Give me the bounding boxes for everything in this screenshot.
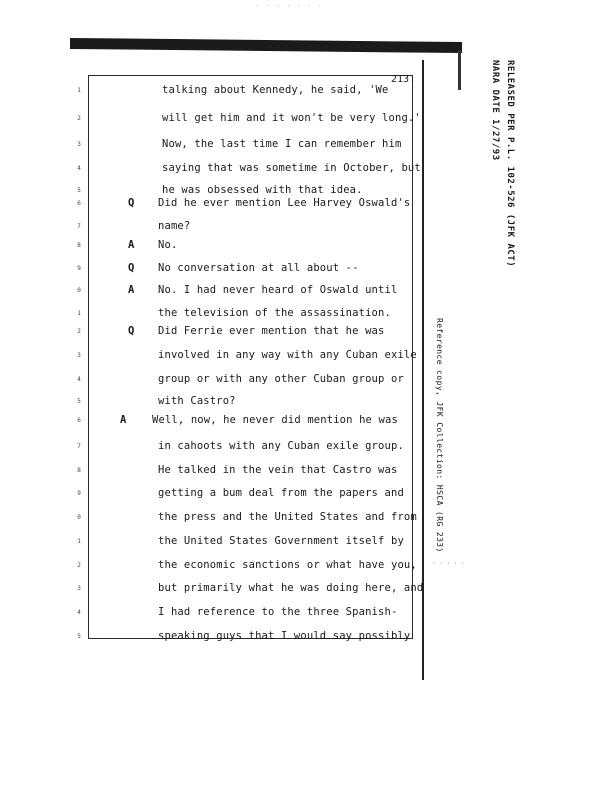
transcript-line: he was obsessed with that idea.: [162, 184, 363, 196]
transcript-line: talking about Kennedy, he said, 'We: [162, 84, 389, 96]
transcript-line: will get him and it won't be very long.': [162, 112, 421, 124]
transcript-line: No.: [158, 239, 178, 251]
line-number: 5: [77, 398, 81, 405]
line-number: 3: [77, 585, 81, 592]
line-number: 0: [77, 287, 81, 294]
transcript-line: Did Ferrie ever mention that he was: [158, 325, 385, 337]
margin-dots: · · · · ·: [432, 560, 465, 567]
transcript-line: involved in any way with any Cuban exile: [158, 349, 417, 361]
line-number: 4: [77, 609, 81, 616]
transcript-line: the economic sanctions or what have you,: [158, 559, 417, 571]
transcript-line: Now, the last time I can remember him: [162, 138, 402, 150]
transcript-line: the television of the assassination.: [158, 307, 391, 319]
header-bar: [70, 38, 462, 53]
transcript-line: He talked in the vein that Castro was: [158, 464, 398, 476]
transcript-line: I had reference to the three Spanish-: [158, 606, 398, 618]
line-number: 6: [77, 200, 81, 207]
line-number: 4: [77, 165, 81, 172]
line-number: 7: [77, 443, 81, 450]
line-number: 8: [77, 467, 81, 474]
speaker-label: Q: [128, 262, 135, 274]
transcript-line: No. I had never heard of Oswald until: [158, 284, 398, 296]
transcript-line: the press and the United States and from: [158, 511, 417, 523]
line-number: 0: [77, 514, 81, 521]
line-number: 9: [77, 265, 81, 272]
speaker-label: A: [128, 239, 135, 251]
line-number: 2: [77, 115, 81, 122]
transcript-line: the United States Government itself by: [158, 535, 404, 547]
page-number: 213: [391, 74, 410, 85]
line-number: 1: [77, 87, 81, 94]
transcript-line: saying that was sometime in October, but: [162, 162, 421, 174]
line-number: 3: [77, 352, 81, 359]
line-number: 1: [77, 538, 81, 545]
line-number: 7: [77, 223, 81, 230]
line-number: 5: [77, 187, 81, 194]
transcript-line: group or with any other Cuban group or: [158, 373, 404, 385]
speaker-label: A: [128, 284, 135, 296]
transcript-line: Did he ever mention Lee Harvey Oswald's: [158, 197, 411, 209]
transcript-line: speaking guys that I would say possibly: [158, 630, 411, 642]
transcript-line: name?: [158, 220, 191, 232]
line-number: 5: [77, 633, 81, 640]
reference-note: Reference copy, JFK Collection: HSCA (RG 233): [435, 318, 444, 553]
transcript-line: getting a bum deal from the papers and: [158, 487, 404, 499]
line-number: 3: [77, 141, 81, 148]
line-number: 2: [77, 328, 81, 335]
line-number: 8: [77, 242, 81, 249]
transcript-line: No conversation at all about --: [158, 262, 359, 274]
line-number: 1: [77, 310, 81, 317]
speaker-label: A: [120, 414, 127, 426]
transcript-line: with Castro?: [158, 395, 236, 407]
line-number: 2: [77, 562, 81, 569]
transcript-line: Well, now, he never did mention he was: [152, 414, 398, 426]
line-number: 9: [77, 490, 81, 497]
release-stamp-line1: RELEASED PER P.L. 102-526 (JFK ACT): [505, 60, 515, 268]
transcript-line: in cahoots with any Cuban exile group.: [158, 440, 404, 452]
release-stamp-line2: NARA DATE 1/27/93: [490, 60, 500, 161]
line-number: 6: [77, 417, 81, 424]
line-number: 4: [77, 376, 81, 383]
margin-rule-top: [458, 50, 461, 90]
speaker-label: Q: [128, 325, 135, 337]
top-smudge: · · · · · · ·: [255, 2, 323, 10]
transcript-line: but primarily what he was doing here, and: [158, 582, 424, 594]
speaker-label: Q: [128, 197, 135, 209]
